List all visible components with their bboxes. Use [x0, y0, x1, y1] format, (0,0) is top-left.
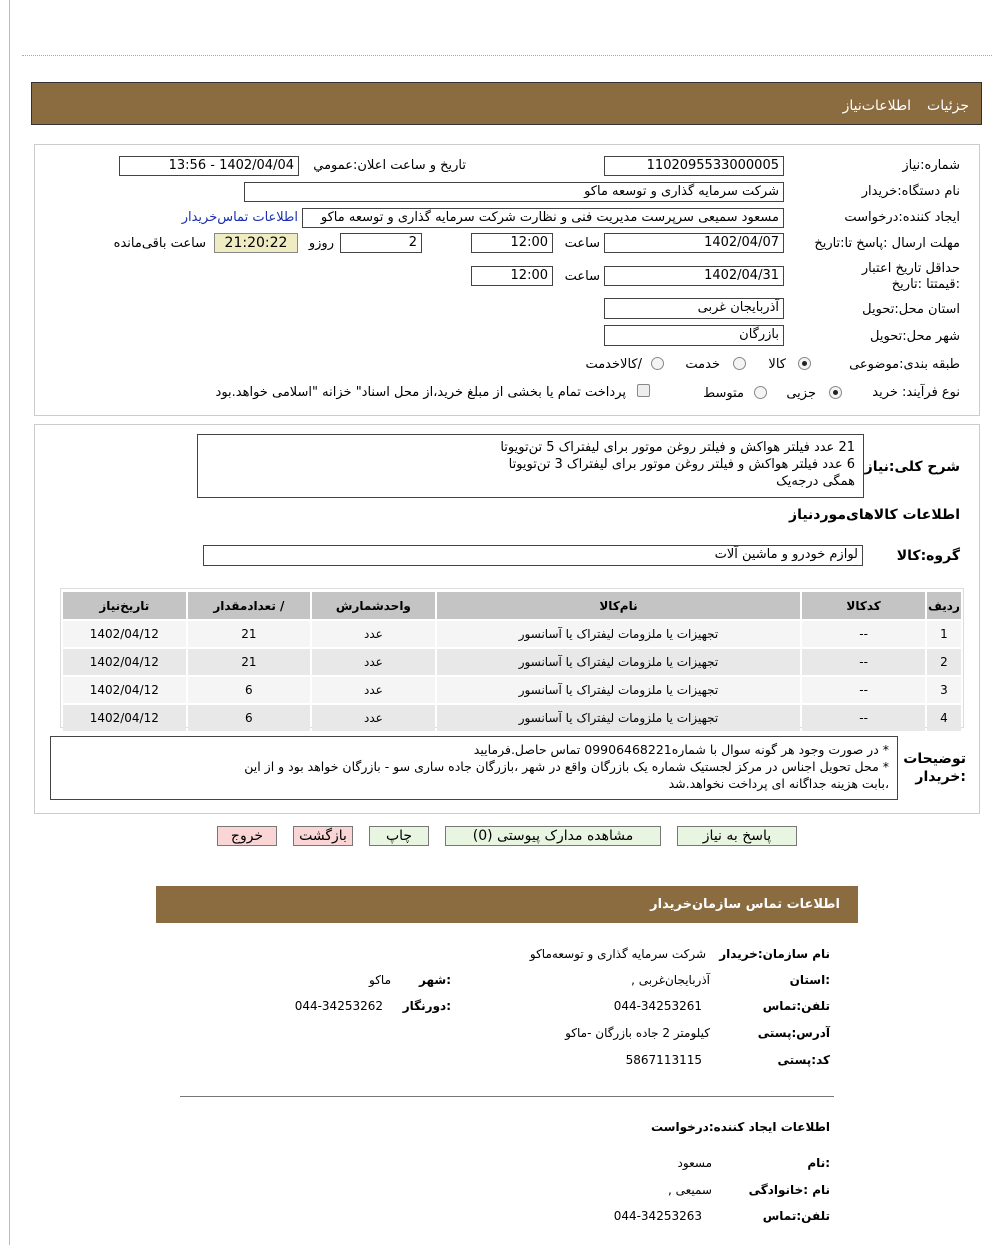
contact-city-value: ماکو	[369, 973, 391, 987]
goods-table	[61, 590, 963, 733]
exit-button[interactable]: خروج	[217, 826, 277, 846]
requester-label: ایجاد کننده:درخواست	[844, 210, 960, 225]
col-need-date: تاریخ‌نیاز	[63, 592, 186, 619]
creator-phone-value: 044-34253263	[613, 1209, 702, 1223]
buyer-note-line: * محل تحویل اجناس در مرکز لجستیک شماره یک بازرگان واقع در شهر ،بازرگان جاده ساری سو - بازرگان خواهد بود و از این	[244, 759, 889, 774]
cell-unit: عدد	[312, 649, 435, 675]
summary-line: همگی درجه‌یک	[776, 474, 855, 489]
need-number-label: شماره:نیاز	[902, 158, 960, 173]
phone-label: تلفن:تماس	[762, 999, 830, 1013]
process-partial-label: جزیی	[786, 386, 816, 401]
announce-field: 1402/04/04 - 13:56	[119, 156, 299, 176]
buyer-note-line: ،بابت هزینه جداگانه ای پرداخت نخواهد.شد	[668, 776, 889, 791]
col-name: نام‌کالا	[437, 592, 801, 619]
org-value: شرکت سرمایه گذاری و توسعه‌ماکو	[529, 947, 706, 961]
creator-title: اطلاعات ایجاد کننده:درخواست	[650, 1120, 830, 1134]
fax-value: 044-34253262	[294, 999, 383, 1013]
process-medium-radio[interactable]	[754, 386, 767, 399]
cell-code: --	[802, 621, 925, 647]
need-number-field: 1102095533000005	[604, 156, 784, 176]
validity-label: حداقل تاریخ اعتبار :قیمتتا :تاریخ	[861, 261, 960, 292]
cell-row: 3	[927, 677, 961, 703]
contact-title: اطلاعات تماس سازمان‌خریدار	[650, 897, 840, 912]
process-partial-radio[interactable]	[829, 386, 842, 399]
category-service-label: خدمت	[685, 357, 720, 372]
cell-quantity: 6	[188, 705, 311, 731]
days-label: روزو	[308, 236, 334, 251]
cell-code: --	[802, 649, 925, 675]
page-header-bar	[31, 82, 982, 125]
cell-unit: عدد	[312, 705, 435, 731]
top-divider	[22, 55, 992, 56]
cell-row: 2	[927, 649, 961, 675]
col-row: ردیف	[927, 592, 961, 619]
cell-date: 1402/04/12	[63, 677, 186, 703]
postal-label: کد:پستی	[777, 1053, 830, 1067]
cell-name: تجهیزات یا ملزومات لیفتراک یا آسانسور	[437, 705, 801, 731]
cell-row: 4	[927, 705, 961, 731]
validity-time-label: ساعت	[564, 269, 600, 284]
deadline-date-field: 1402/04/07	[604, 233, 784, 253]
reply-button[interactable]: پاسخ به نیاز	[677, 826, 797, 846]
buyer-notes-label: توضیحات :خریدار	[903, 751, 966, 785]
process-label: نوع فرآیند: خرید	[872, 385, 960, 400]
days-field: 2	[340, 233, 422, 253]
cell-code: --	[802, 677, 925, 703]
back-button[interactable]: بازگشت	[293, 826, 353, 846]
summary-box	[197, 434, 864, 498]
postal-value: 5867113115	[625, 1053, 702, 1067]
goods-table-frame	[60, 588, 964, 728]
address-value: کیلومتر 2 جاده بازرگان -ماکو	[565, 1026, 710, 1040]
cell-row: 1	[927, 621, 961, 647]
contact-province-label: :استان	[789, 973, 830, 987]
creator-phone-label: تلفن:تماس	[762, 1209, 830, 1223]
remaining-label: ساعت باقی‌مانده	[113, 236, 206, 251]
requester-field: مسعود سمیعی سرپرست مدیریت فنی و نظارت شرکت سرمایه گذاری و توسعه ماکو	[302, 208, 784, 228]
table-row	[63, 621, 961, 647]
contact-province-value: آذربایجان‌غربی ,	[631, 973, 710, 987]
buyer-notes-box	[50, 736, 898, 800]
province-label: استان محل:تحویل	[862, 302, 960, 317]
creator-family-value: سمیعی ,	[667, 1183, 712, 1197]
creator-name-label: :نام	[807, 1156, 830, 1170]
tab-need-info[interactable]: اطلاعات‌نیاز	[842, 98, 911, 114]
table-row	[63, 649, 961, 675]
category-goods-radio[interactable]	[798, 357, 811, 370]
deadline-label: مهلت ارسال :پاسخ تا:تاریخ	[814, 236, 960, 251]
creator-family-label: نام :خانوادگی	[748, 1183, 830, 1197]
contact-header-bar	[156, 886, 858, 923]
cell-unit: عدد	[312, 621, 435, 647]
buyer-org-field: شرکت سرمایه گذاری و توسعه ماکو	[244, 182, 784, 202]
deadline-time-field: 12:00	[471, 233, 553, 253]
cell-date: 1402/04/12	[63, 705, 186, 731]
cell-name: تجهیزات یا ملزومات لیفتراک یا آسانسور	[437, 677, 801, 703]
table-row	[63, 677, 961, 703]
org-label: نام سازمان:خریدار	[719, 947, 830, 961]
cell-name: تجهیزات یا ملزومات لیفتراک یا آسانسور	[437, 649, 801, 675]
announce-label: تاریخ و ساعت اعلان:عمومي	[313, 158, 466, 173]
treasury-payment-label: پرداخت تمام یا بخشی از مبلغ خرید،از محل اسناد" خزانه "اسلامی خواهد.بود	[215, 385, 626, 400]
contact-divider	[180, 1096, 834, 1097]
cell-unit: عدد	[312, 677, 435, 703]
cell-code: --	[802, 705, 925, 731]
attachments-button[interactable]: مشاهده مدارک پیوستی (0)	[445, 826, 661, 846]
col-quantity: / تعدادمقدار	[188, 592, 311, 619]
deadline-time-label: ساعت	[564, 236, 600, 251]
summary-line: 21 عدد فیلتر هواکش و فیلتر روغن موتور برای لیفتراک 5 تن‌تویوتا	[500, 440, 855, 455]
contact-city-label: :شهر	[419, 973, 451, 987]
table-row	[63, 705, 961, 731]
summary-label: شرح کلی:نیاز	[864, 459, 960, 475]
category-both-label: /کالاخدمت	[585, 357, 642, 372]
page-left-border	[9, 0, 10, 1245]
cell-quantity: 21	[188, 621, 311, 647]
buyer-org-label: نام دستگاه:خریدار	[861, 184, 960, 199]
summary-line: 6 عدد فیلتر هواکش و فیلتر روغن موتور برای لیفتراک 3 تن‌تویوتا	[508, 457, 855, 472]
phone-value: 044-34253261	[613, 999, 702, 1013]
city-field: بازرگان	[604, 325, 784, 346]
treasury-payment-checkbox[interactable]	[637, 384, 650, 397]
goods-group-field: لوازم خودرو و ماشین آلات	[203, 545, 863, 566]
category-goods-label: کالا	[768, 357, 786, 372]
category-both-radio[interactable]	[651, 357, 664, 370]
cell-name: تجهیزات یا ملزومات لیفتراک یا آسانسور	[437, 621, 801, 647]
cell-date: 1402/04/12	[63, 649, 186, 675]
buyer-note-line: * در صورت وجود هر گونه سوال با شماره09906468221 تماس حاصل.فرمایید	[473, 742, 889, 757]
tab-details[interactable]: جزئیات	[927, 98, 969, 114]
creator-name-value: مسعود	[677, 1156, 712, 1170]
buyer-contact-link[interactable]: اطلاعات تماس‌خریدار	[181, 210, 298, 225]
print-button[interactable]: چاپ	[369, 826, 429, 846]
col-code: کدکالا	[802, 592, 925, 619]
validity-time-field: 12:00	[471, 266, 553, 286]
process-medium-label: متوسط	[703, 386, 744, 401]
category-label: طبقه بندی:موضوعی	[849, 357, 960, 372]
cell-date: 1402/04/12	[63, 621, 186, 647]
cell-quantity: 21	[188, 649, 311, 675]
address-label: آدرس:پستی	[757, 1026, 830, 1040]
city-label: شهر محل:تحویل	[870, 329, 960, 344]
province-field: آذربایجان غربی	[604, 298, 784, 319]
remaining-timer: 21:20:22	[214, 233, 298, 253]
validity-date-field: 1402/04/31	[604, 266, 784, 286]
cell-quantity: 6	[188, 677, 311, 703]
fax-label: :دورنگار	[402, 999, 451, 1013]
goods-group-label: گروه:کالا	[896, 548, 960, 564]
col-unit: واحدشمارش	[312, 592, 435, 619]
category-service-radio[interactable]	[733, 357, 746, 370]
goods-section-title: اطلاعات کالاهای‌موردنیاز	[789, 507, 960, 523]
